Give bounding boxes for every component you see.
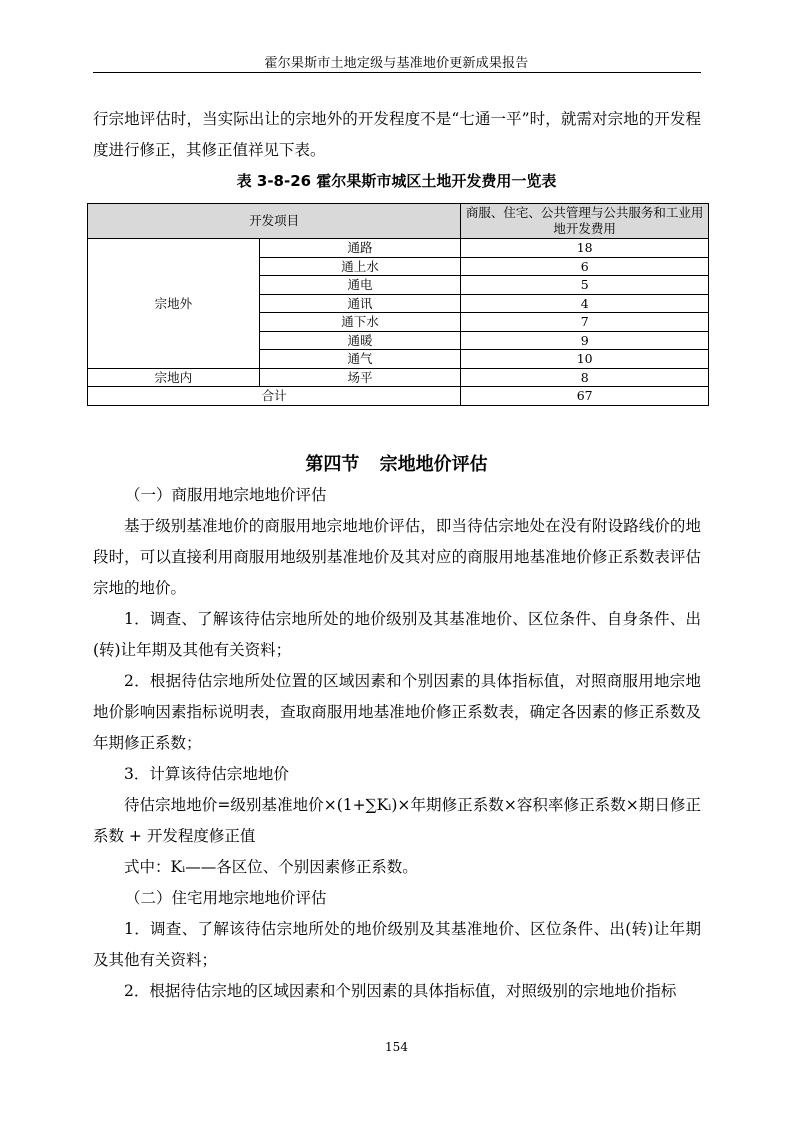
table-row [88, 368, 709, 387]
table-header-row [88, 204, 709, 239]
value-cell: 4 [461, 294, 709, 313]
item-cell: 通路 [259, 239, 461, 258]
commercial-step-3: 3．计算该待估宗地地价 [124, 765, 289, 783]
value-cell: 5 [461, 276, 709, 295]
header-development-item: 开发项目 [88, 204, 461, 239]
subheading-residential: （二）住宅用地宗地地价评估 [125, 889, 327, 907]
value-cell: 7 [461, 313, 709, 332]
value-cell: 8 [461, 368, 709, 387]
item-cell: 通讯 [259, 294, 461, 313]
total-label-cell: 合计 [88, 387, 461, 406]
item-cell: 通气 [259, 350, 461, 369]
commercial-step-1: 1．调查、了解该待估宗地所处的地价级别及其基准地价、区位条件、自身条件、出(转)让年期及其他有关资料； [93, 610, 701, 659]
group-outside-cell: 宗地外 [88, 239, 260, 369]
running-header: 霍尔果斯市土地定级与基准地价更新成果报告 [264, 56, 529, 71]
development-cost-table [87, 203, 709, 406]
value-cell: 9 [461, 331, 709, 350]
paragraph-commercial-intro: 基于级别基准地价的商服用地宗地地价评估，即当待估宗地处在没有附设路线价的地段时，可以直接利用商服用地级别基准地价及其对应的商服用地基准地价修正系数表评估宗地的地价。 [93, 517, 701, 597]
residential-step-2: 2．根据待估宗地的区域因素和个别因素的具体指标值，对照级别的宗地地价指标 [124, 982, 677, 1000]
group-inside-cell: 宗地内 [88, 368, 260, 387]
table-total-row [88, 387, 709, 406]
subheading-commercial: （一）商服用地宗地地价评估 [125, 486, 327, 504]
commercial-step-2: 2．根据待估宗地所处位置的区域因素和个别因素的具体指标值，对照商服用地宗地地价影响因素指标说明表，查取商服用地基准地价修正系数表，确定各因素的修正系数及年期修正系数； [93, 672, 701, 752]
item-cell: 通电 [259, 276, 461, 295]
total-value-cell: 67 [461, 387, 709, 406]
item-cell: 通上水 [259, 257, 461, 276]
header-development-cost: 商服、住宅、公共管理与公共服务和工业用地开发费用 [461, 204, 709, 239]
value-cell: 18 [461, 239, 709, 258]
item-cell: 场平 [259, 368, 461, 387]
table-row [88, 239, 709, 258]
item-cell: 通暖 [259, 331, 461, 350]
price-formula: 待估宗地地价=级别基准地价×(1+∑Kᵢ)×年期修正系数×容积率修正系数×期日修正系数 + 开发程度修正值 [93, 796, 701, 845]
residential-step-1: 1．调查、了解该待估宗地所处的地价级别及其基准地价、区位条件、出(转)让年期及其他有关资料； [93, 920, 701, 969]
header-rule [93, 72, 701, 73]
item-cell: 通下水 [259, 313, 461, 332]
value-cell: 10 [461, 350, 709, 369]
page-number: 154 [385, 1040, 408, 1054]
table-caption: 表 3-8-26 霍尔果斯市城区土地开发费用一览表 [236, 172, 557, 190]
section-title: 第四节 宗地地价评估 [305, 454, 488, 475]
value-cell: 6 [461, 257, 709, 276]
intro-paragraph: 行宗地评估时，当实际出让的宗地外的开发程度不是“七通一平”时，就需对宗地的开发程度进行修正，其修正值祥见下表。 [93, 110, 701, 159]
formula-note: 式中：Kᵢ——各区位、个别因素修正系数。 [124, 858, 418, 876]
